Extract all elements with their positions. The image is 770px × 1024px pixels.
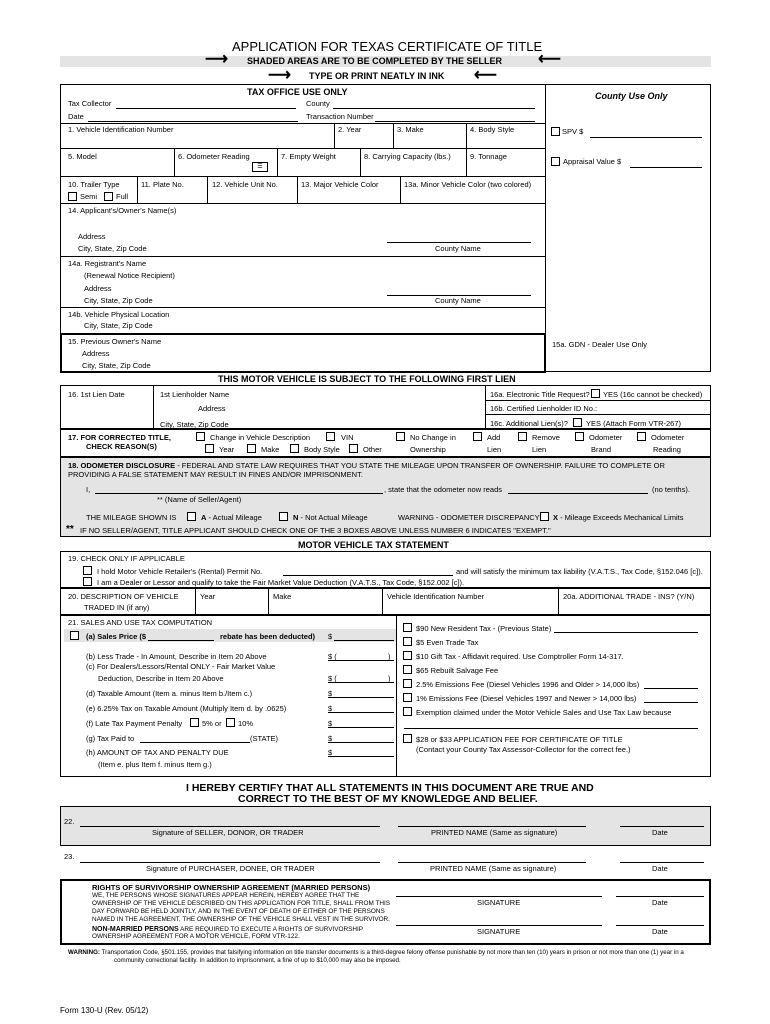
- row-divider: [60, 307, 546, 308]
- odometer-stamp-icon: ☰: [252, 162, 268, 172]
- fmv-label: (c) For Dealers/Lessors/Rental ONLY - Fair Market Value: [86, 662, 276, 671]
- major-color-label: 13. Major Vehicle Color: [301, 180, 379, 189]
- rental-permit-line[interactable]: [283, 575, 453, 576]
- add-lien-checkbox[interactable]: [473, 432, 482, 441]
- cell-divider: [195, 588, 196, 615]
- arrow-left-icon: ⟵: [474, 67, 497, 84]
- amount-due-label: (h) AMOUNT OF TAX AND PENALTY DUE: [86, 748, 229, 757]
- survivor-signature-label-2: SIGNATURE: [477, 927, 521, 936]
- tonnage-label: 9. Tonnage: [470, 152, 507, 161]
- tax-office-heading: TAX OFFICE USE ONLY: [247, 87, 348, 97]
- sales-price-dollar: $: [328, 632, 333, 641]
- location-city-label: City, State, Zip Code: [84, 321, 153, 330]
- no-change-label: No Change in: [410, 433, 456, 442]
- fmv-dollar: $ (: [328, 674, 337, 683]
- sales-price-label: (a) Sales Price ($: [86, 632, 147, 641]
- trade-make-label: Make: [273, 592, 292, 601]
- odometer-i-label: I,: [86, 485, 91, 494]
- form-title: APPLICATION FOR TEXAS CERTIFICATE OF TITLE: [232, 39, 543, 54]
- additional-lien-label: 16c. Additional Lien(s)?: [490, 419, 568, 428]
- application-fee-note: (Contact your County Tax Assessor-Collector for the correct fee.): [416, 745, 631, 754]
- purchaser-printed-name-line[interactable]: [398, 862, 586, 863]
- no-change-checkbox[interactable]: [396, 432, 405, 441]
- sales-price-checkbox[interactable]: [70, 631, 79, 640]
- penalty-dollar: $: [328, 719, 333, 728]
- transaction-label: Transaction Number: [306, 112, 374, 121]
- traded-in-label: TRADED IN (if any): [84, 603, 150, 612]
- additional-lien-yes: YES (Attach Form VTR-267): [586, 419, 682, 428]
- trailer-type-label: 10. Trailer Type: [68, 180, 120, 189]
- emissions-1-checkbox[interactable]: [403, 693, 412, 702]
- mileage-shown-label: THE MILEAGE SHOWN IS: [86, 513, 177, 522]
- amount-due-line[interactable]: [328, 756, 394, 757]
- actual-mileage-checkbox[interactable]: [187, 512, 196, 521]
- vin-checkbox[interactable]: [326, 432, 335, 441]
- cell-divider: [466, 123, 467, 148]
- purchaser-signature-line[interactable]: [80, 862, 380, 863]
- taxable-dollar: $: [328, 689, 333, 698]
- exceeds-limits-label: [553, 514, 683, 522]
- not-actual-mileage-text: - Not Actual Mileage: [298, 513, 368, 522]
- tax-computation-label: 21. SALES AND USE TAX COMPUTATION: [68, 618, 213, 627]
- emissions-25-label: 2.5% Emissions Fee (Diesel Vehicles 1996 and Older > 14,000 lbs): [416, 680, 640, 689]
- cell-divider: [382, 588, 383, 615]
- even-trade-checkbox[interactable]: [403, 637, 412, 646]
- empty-weight-label: 7. Empty Weight: [281, 152, 336, 161]
- rebate-label: rebate has been deducted): [220, 632, 316, 641]
- sales-price-amount-line[interactable]: [334, 640, 394, 641]
- odometer-brand-label: Odometer: [589, 433, 623, 442]
- lien-city-label: City, State, Zip Code: [160, 420, 229, 429]
- electronic-title-label: 16a. Electronic Title Request?: [490, 390, 590, 399]
- felony-warning-2: community correctional facility. In addition to imprisonment, a fine of up to $10,000 may also be imposed.: [114, 957, 401, 964]
- survivor-date-line-2[interactable]: [616, 925, 704, 926]
- tax-paid-label: (g) Tax Paid to: [86, 734, 135, 743]
- trade-year-label: Year: [200, 592, 216, 601]
- plate-label: 11. Plate No.: [141, 180, 184, 189]
- actual-mileage-code: A: [201, 513, 207, 522]
- model-label: 5. Model: [68, 152, 97, 161]
- not-actual-mileage-code: N: [293, 513, 299, 522]
- application-fee-label: $28 or $33 APPLICATION FEE FOR CERTIFICATE OF TITLE: [416, 735, 623, 744]
- emissions-25-line[interactable]: [644, 688, 698, 689]
- tax-collector-label: Tax Collector: [68, 99, 112, 108]
- cell-divider: [360, 148, 361, 176]
- cell-divider: [297, 176, 298, 203]
- semi-label: Semi: [80, 192, 98, 201]
- electronic-title-yes: YES (16c cannot be checked): [603, 390, 703, 399]
- tax-paid-state-line[interactable]: [140, 742, 250, 743]
- lien-address-label: Address: [198, 404, 226, 413]
- odometer-disclosure-text: [68, 462, 665, 470]
- trade-in-amount-label: (b) Less Trade - In Amount, Describe in Item 20 Above: [86, 652, 267, 661]
- county-label: County: [306, 99, 330, 108]
- trade-in-dollar: $ (: [328, 652, 337, 661]
- survivorship-text-2: OWNERSHIP OF THE VEHICLE DESCRIBED ON THIS APPLICATION FOR TITLE, SHALL FROM THIS: [92, 900, 391, 907]
- row-divider: [485, 414, 711, 415]
- vin-label: 1. Vehicle Identification Number: [68, 125, 174, 134]
- actual-mileage-text: - Actual Mileage: [206, 513, 262, 522]
- lien-date-label: 16. 1st Lien Date: [68, 390, 125, 399]
- fmv-amount-line[interactable]: [328, 682, 394, 683]
- dealer-lessor-checkbox[interactable]: [83, 577, 92, 586]
- survivorship-text-3: DAY FORWARD BE HELD JOINTLY, AND IN THE EVENT OF DEATH OF EITHER OF THE PERSONS: [92, 908, 385, 915]
- applicant-address-label: Address: [78, 232, 106, 241]
- arrow-right-icon: ⟶: [205, 51, 228, 68]
- other-checkbox[interactable]: [349, 444, 358, 453]
- check-applicable-label: 19. CHECK ONLY IF APPLICABLE: [68, 554, 185, 563]
- late-penalty-label: (f) Late Tax Payment Penalty: [86, 719, 183, 728]
- change-description-label: Change in Vehicle Description: [210, 433, 311, 442]
- purchaser-signature-label: Signature of PURCHASER, DONEE, OR TRADER: [146, 864, 315, 873]
- remove-lien-sub: Lien: [532, 445, 547, 454]
- electronic-title-checkbox[interactable]: [591, 389, 600, 398]
- full-checkbox[interactable]: [104, 192, 113, 201]
- form-number: Form 130-U (Rev. 05/12): [60, 1006, 149, 1015]
- application-fee-checkbox[interactable]: [403, 734, 412, 743]
- semi-checkbox[interactable]: [68, 192, 77, 201]
- tax-rate-label: (e) 6.25% Tax on Taxable Amount (Multiply Item d. by .0625): [86, 704, 287, 713]
- applicant-name-label: 14. Applicant's/Owner's Name(s): [68, 206, 177, 215]
- gift-tax-label: $10 Gift Tax - Affidavit required. Use Comptroller Form 14-317.: [416, 652, 624, 661]
- lien-heading: THIS MOTOR VEHICLE IS SUBJECT TO THE FOLLOWING FIRST LIEN: [218, 374, 516, 384]
- emissions-1-label: 1% Emissions Fee (Diesel Vehicles 1997 and Newer > 14,000 lbs): [416, 694, 637, 703]
- survivor-signature-label-1: SIGNATURE: [477, 898, 521, 907]
- cell-divider: [334, 123, 335, 148]
- purchaser-date-label: Date: [652, 864, 668, 873]
- transaction-line[interactable]: [375, 121, 535, 122]
- row-divider: [485, 400, 711, 401]
- new-resident-checkbox[interactable]: [403, 623, 412, 632]
- registrant-city-label: City, State, Zip Code: [84, 296, 153, 305]
- amount-due-note: (Item e. plus Item f. minus Item g.): [98, 760, 212, 769]
- county-use-divider: [545, 84, 546, 337]
- year-checkbox[interactable]: [205, 444, 214, 453]
- survivor-signature-line-1[interactable]: [396, 896, 602, 897]
- taxable-amount-label: (d) Taxable Amount (Item a. minus Item b./Item c.): [86, 689, 253, 698]
- note-stars: **: [66, 524, 74, 535]
- spv-label: SPV $: [562, 127, 584, 136]
- penalty-5-checkbox[interactable]: [190, 718, 199, 727]
- previous-address-label: Address: [82, 349, 110, 358]
- make-reason-label: Make: [261, 445, 280, 454]
- cell-divider: [207, 176, 208, 203]
- body-style-checkbox[interactable]: [290, 444, 299, 453]
- year-reason-label: Year: [219, 445, 235, 454]
- penalty-10-label: 10%: [238, 719, 254, 728]
- emissions-1-line[interactable]: [644, 702, 698, 703]
- cell-divider: [268, 588, 269, 615]
- new-resident-line[interactable]: [554, 632, 698, 633]
- arrow-left-icon: ⟵: [538, 51, 561, 68]
- warning-text: Transportation Code, §501.155, provides that falsifying information on title transfer documents is a third-degree felony offense punishable by not more than ten (10) years in prison or not more than one (1) year in a: [101, 949, 684, 956]
- trade-in-amount-line[interactable]: [328, 660, 394, 661]
- row-divider: [60, 123, 546, 124]
- date-line[interactable]: [88, 121, 298, 122]
- tax-collector-line[interactable]: [116, 108, 296, 109]
- cell-divider: [393, 123, 394, 148]
- seller-printed-label: PRINTED NAME (Same as signature): [431, 828, 558, 837]
- rental-permit-tail: and will satisfy the minimum tax liability (V.A.T.S., Tax Code, §152.046 [c]).: [456, 567, 703, 576]
- actual-mileage-label: [201, 514, 262, 522]
- full-label: Full: [116, 192, 129, 201]
- ink-notice: TYPE OR PRINT NEATLY IN INK: [309, 71, 445, 81]
- date-label: Date: [68, 112, 84, 121]
- exemption-label: Exemption claimed under the Motor Vehicle Sales and Use Tax Law because: [416, 708, 672, 717]
- cell-divider: [174, 148, 175, 176]
- survivor-date-label-2: Date: [652, 927, 668, 936]
- county-line[interactable]: [333, 108, 535, 109]
- location-label: 14b. Vehicle Physical Location: [68, 310, 170, 319]
- additional-lien-checkbox[interactable]: [573, 418, 582, 427]
- cell-divider: [400, 176, 401, 203]
- tax-rate-line[interactable]: [328, 712, 394, 713]
- appraisal-checkbox[interactable]: [551, 157, 560, 166]
- registrant-county-label: County Name: [435, 296, 481, 305]
- body-style-reason-label: Body Style: [304, 445, 340, 454]
- vin-reason-label: VIN: [341, 433, 354, 442]
- appraisal-label: Appraisal Value $: [563, 157, 622, 166]
- penalty-5-label: 5% or: [202, 719, 222, 728]
- exceeds-limits-checkbox[interactable]: [540, 512, 549, 521]
- registrant-label: 14a. Registrant's Name: [68, 259, 147, 268]
- appraisal-line[interactable]: [630, 167, 702, 168]
- remove-lien-checkbox[interactable]: [518, 432, 527, 441]
- dealer-lessor-label: I am a Dealer or Lessor and qualify to take the Fair Market Value Deduction (V.A.T.S., Tax Code, §152.002 [c]).: [97, 578, 465, 587]
- cell-divider: [277, 148, 278, 176]
- registrant-address-label: Address: [84, 284, 112, 293]
- body-style-label: 4. Body Style: [470, 125, 515, 134]
- rental-permit-checkbox[interactable]: [83, 566, 92, 575]
- previous-city-label: City, State, Zip Code: [82, 361, 151, 370]
- odometer-disclosure-body: - FEDERAL AND STATE LAW REQUIRES THAT YOU STATE THE MILEAGE UPON TRANSFER OF OWNERSHIP. FAILURE TO COMPLETE OR: [175, 461, 665, 470]
- non-married-label: NON-MARRIED PERSONS: [92, 926, 179, 933]
- survivor-date-label-1: Date: [652, 898, 668, 907]
- exemption-line[interactable]: [404, 728, 698, 729]
- odometer-reading-label: 6. Odometer Reading: [178, 152, 250, 161]
- unit-label: 12. Vehicle Unit No.: [212, 180, 278, 189]
- gdn-label: 15a. GDN - Dealer Use Only: [552, 340, 648, 349]
- corrected-title-label: 17. FOR CORRECTED TITLE,: [68, 433, 171, 442]
- fmv-label2: Deduction, Describe in Item 20 Above: [98, 674, 224, 683]
- trade-in-paren: ): [388, 652, 391, 661]
- cell-divider: [558, 588, 559, 615]
- odometer-disclosure-label: 18. ODOMETER DISCLOSURE: [68, 461, 176, 470]
- exceeds-limits-text: - Mileage Exceeds Mechanical Limits: [558, 513, 684, 522]
- taxable-amount-line[interactable]: [328, 697, 394, 698]
- seller-date-line[interactable]: [620, 826, 704, 827]
- spv-checkbox[interactable]: [551, 127, 560, 136]
- minor-color-label: 13a. Minor Vehicle Color (two colored): [404, 180, 532, 189]
- additional-trade-label: 20a. ADDITIONAL TRADE - INS? (Y/N): [563, 592, 695, 601]
- row-divider: [60, 203, 546, 204]
- odometer-brand-sub: Brand: [591, 445, 612, 454]
- felony-warning: [68, 950, 684, 956]
- discrepancy-warning: WARNING - ODOMETER DISCREPANCY: [398, 513, 540, 522]
- add-lien-label: Add: [487, 433, 501, 442]
- survivorship-title: RIGHTS OF SURVIVORSHIP OWNERSHIP AGREEMENT (MARRIED PERSONS): [92, 883, 371, 892]
- penalty-line[interactable]: [328, 727, 394, 728]
- not-actual-mileage-checkbox[interactable]: [279, 512, 288, 521]
- gift-tax-checkbox[interactable]: [403, 651, 412, 660]
- seller-signature-line[interactable]: [80, 826, 380, 827]
- seller-agent-label: ** (Name of Seller/Agent): [157, 495, 242, 504]
- non-married-text: ARE REQUIRED TO EXECUTE A RIGHTS OF SURVIVORSHIP: [178, 926, 364, 933]
- survivorship-text-4: NAMED IN THE AGREEMENT, THE OWNERSHIP OF THE VEHICLE SHALL VEST IN THE SURVIVOR.: [92, 916, 390, 923]
- salvage-fee-checkbox[interactable]: [403, 665, 412, 674]
- not-actual-mileage-label: [293, 514, 368, 522]
- tax-column-divider: [396, 615, 397, 777]
- state-label: (STATE): [250, 734, 279, 743]
- applicant-city-label: City, State, Zip Code: [78, 244, 147, 253]
- cell-divider: [137, 176, 138, 203]
- tax-paid-dollar: $: [328, 734, 333, 743]
- purchaser-printed-label: PRINTED NAME (Same as signature): [430, 864, 557, 873]
- salvage-fee-label: $65 Rebuilt Salvage Fee: [416, 666, 499, 675]
- line-23-label: 23.: [64, 852, 75, 861]
- no-tenths-label: (no tenths).: [652, 485, 690, 494]
- seller-signature-label: Signature of SELLER, DONOR, OR TRADER: [152, 828, 304, 837]
- certify-line1: I HEREBY CERTIFY THAT ALL STATEMENTS IN THIS DOCUMENT ARE TRUE AND: [186, 782, 594, 794]
- tax-paid-line[interactable]: [328, 742, 394, 743]
- carrying-capacity-label: 8. Carrying Capacity (lbs.): [364, 152, 451, 161]
- cell-divider: [485, 385, 486, 429]
- survivor-date-line-1[interactable]: [616, 896, 704, 897]
- survivorship-text-6: OWNERSHIP AGREEMENT FOR A MOTOR VEHICLE, FORM VTR-122.: [92, 933, 300, 940]
- year-label: 2. Year: [338, 125, 362, 134]
- county-use-heading: County Use Only: [595, 91, 668, 101]
- survivorship-text-1: WE, THE PERSONS WHOSE SIGNATURES APPEAR HEREIN, HEREBY AGREE THAT THE: [92, 892, 360, 899]
- lienholder-label: 1st Lienholder Name: [160, 390, 230, 399]
- odometer-reads-label: , state that the odometer now reads: [384, 485, 502, 494]
- line-22-label: 22.: [64, 817, 75, 826]
- spv-line[interactable]: [590, 137, 702, 138]
- trade-vin-label: Vehicle Identification Number: [387, 592, 485, 601]
- ownership-label: Ownership: [410, 445, 446, 454]
- amount-due-dollar: $: [328, 748, 333, 757]
- remove-lien-label: Remove: [532, 433, 560, 442]
- previous-owner-label: 15. Previous Owner's Name: [68, 337, 162, 346]
- applicant-county-line[interactable]: [387, 242, 531, 243]
- other-reason-label: Other: [363, 445, 382, 454]
- fmv-paren: ): [388, 674, 391, 683]
- cell-divider: [466, 148, 467, 176]
- purchaser-date-line[interactable]: [620, 862, 704, 863]
- check-reasons-label: CHECK REASON(S): [86, 442, 157, 451]
- change-description-checkbox[interactable]: [196, 432, 205, 441]
- make-label: 3. Make: [397, 125, 424, 134]
- seller-printed-name-line[interactable]: [398, 826, 586, 827]
- trade-in-label: 20. DESCRIPTION OF VEHICLE: [68, 592, 179, 601]
- row-divider: [60, 176, 546, 177]
- odometer-reading-reason-label: Odometer: [651, 433, 685, 442]
- odometer-reading-checkbox[interactable]: [637, 432, 646, 441]
- odometer-value-line[interactable]: [508, 493, 648, 494]
- certify-line2: CORRECT TO THE BEST OF MY KNOWLEDGE AND BELIEF.: [238, 793, 538, 805]
- exceeds-limits-code: X: [553, 513, 559, 522]
- renewal-label: (Renewal Notice Recipient): [84, 271, 175, 280]
- row-divider: [60, 256, 546, 257]
- make-checkbox[interactable]: [247, 444, 256, 453]
- lienholder-id-label: 16b. Certified Lienholder ID No.:: [490, 404, 598, 413]
- cell-divider: [153, 385, 154, 429]
- add-lien-sub: Lien: [487, 445, 502, 454]
- emissions-25-checkbox[interactable]: [403, 679, 412, 688]
- tax-rate-dollar: $: [328, 704, 333, 713]
- new-resident-label: $90 New Resident Tax - (Previous State): [416, 624, 552, 633]
- applicant-county-label: County Name: [435, 244, 481, 253]
- even-trade-label: $5 Even Trade Tax: [416, 638, 479, 647]
- exemption-checkbox[interactable]: [403, 707, 412, 716]
- tax-statement-heading: MOTOR VEHICLE TAX STATEMENT: [298, 540, 449, 550]
- row-divider: [60, 148, 546, 149]
- arrow-right-icon: ⟶: [268, 67, 291, 84]
- no-seller-note: IF NO SELLER/AGENT, TITLE APPLICANT SHOULD CHECK ONE OF THE 3 BOXES ABOVE UNLESS NUMBER 6 INDICATES "EXEMPT.": [80, 526, 551, 535]
- sales-price-rebate-line[interactable]: [148, 640, 214, 641]
- odometer-disclosure-text2: PROVIDING A FALSE STATEMENT MAY RESULT IN FINES AND/OR IMPRISONMENT.: [68, 470, 363, 479]
- odometer-reading-sub: Reading: [653, 445, 681, 454]
- penalty-10-checkbox[interactable]: [226, 718, 235, 727]
- rental-permit-label: I hold Motor Vehicle Retailer's (Rental) Permit No.: [97, 567, 263, 576]
- survivor-signature-line-2[interactable]: [396, 925, 602, 926]
- warning-label: WARNING:: [68, 949, 100, 956]
- shaded-notice: SHADED AREAS ARE TO BE COMPLETED BY THE SELLER: [247, 56, 503, 66]
- seller-name-line[interactable]: [95, 493, 383, 494]
- odometer-brand-checkbox[interactable]: [575, 432, 584, 441]
- seller-date-label: Date: [652, 828, 668, 837]
